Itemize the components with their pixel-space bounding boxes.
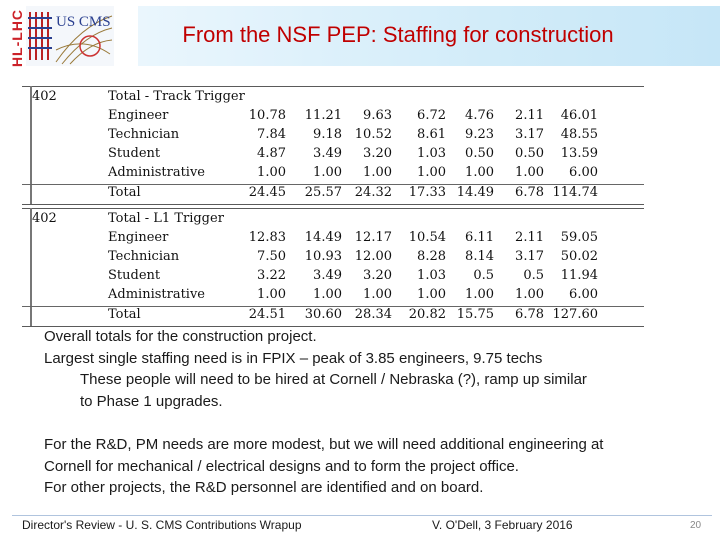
row-label: Engineer [108,108,169,123]
table-cell: 3.49 [313,146,342,161]
table-cell: 9.18 [313,127,342,142]
table-cell: 3.49 [313,268,342,283]
table-cell: 6.78 [515,185,544,200]
table-cell: 48.55 [560,127,598,142]
table-cell: 20.82 [408,307,446,322]
table-cell: 24.32 [354,185,392,200]
row-label: Total [108,307,141,322]
table-cell: 17.33 [408,185,446,200]
table-cell: 7.84 [257,127,286,142]
body-line: Largest single staffing need is in FPIX – peak of 3.85 engineers, 9.75 techs [44,349,543,367]
table-row [22,165,644,183]
body-line: Overall totals for the construction project. [44,328,317,345]
table-row [22,287,644,305]
table-cell: 12.17 [354,230,392,245]
hl-lhc-label: HL-LHC [9,8,26,68]
table-cell: 14.49 [456,185,494,200]
table-cell: 24.51 [248,307,286,322]
body-line: to Phase 1 upgrades. [80,392,223,410]
table-cell: 10.52 [354,127,392,142]
row-label: Student [108,268,161,283]
table-cell: 3.17 [515,249,544,264]
table-cell: 8.14 [465,249,494,264]
table-cell: 12.00 [354,249,392,264]
table-row [22,306,644,325]
slide-body [44,326,704,499]
table-cell: 28.34 [354,307,392,322]
table-row [22,230,644,248]
table-cell: 8.61 [417,127,446,142]
table-cell: 30.60 [304,307,342,322]
wbs-code: 402 [32,211,57,226]
table-cell: 1.00 [465,165,494,180]
table-cell: 1.00 [363,287,392,302]
slide-title: From the NSF PEP: Staffing for construction [182,22,614,47]
table-cell: 1.00 [313,165,342,180]
table-cell: 11.21 [304,108,342,123]
footer-divider [12,515,712,516]
table-cell: 2.11 [515,108,544,123]
table-cell: 9.23 [465,127,494,142]
table-row [22,146,644,164]
table-cell: 6.00 [569,287,598,302]
title-banner [138,6,720,66]
table-cell: 0.5 [473,268,494,283]
table-cell: 1.00 [465,287,494,302]
table-cell: 1.03 [417,146,446,161]
table-cell: 127.60 [552,307,598,322]
table-cell: 8.28 [417,249,446,264]
table-cell: 1.00 [417,165,446,180]
wbs-code: 402 [32,89,57,104]
table-cell: 1.00 [515,165,544,180]
table-row [22,184,644,203]
staffing-table [22,85,644,325]
logo [0,0,120,72]
table-cell: 15.75 [456,307,494,322]
table-cell: 1.03 [417,268,446,283]
table-cell: 9.63 [363,108,392,123]
table-cell: 13.59 [560,146,598,161]
row-label: Total [108,185,141,200]
table-cell: 0.5 [523,268,544,283]
table-cell: 6.78 [515,307,544,322]
footer-event: Director's Review - U. S. CMS Contributions Wrapup [22,518,302,532]
table-cell: 11.94 [560,268,598,283]
row-label: Administrative [108,165,206,180]
table-cell: 1.00 [313,287,342,302]
table-cell: 12.83 [248,230,286,245]
table-cell: 50.02 [560,249,598,264]
row-label: Technician [108,127,180,142]
table-row [22,211,644,229]
row-label: Engineer [108,230,169,245]
row-label: Administrative [108,287,206,302]
row-label: Technician [108,249,180,264]
table-cell: 1.00 [515,287,544,302]
table-row [22,89,644,107]
body-line: For other projects, the R&D personnel are identified and on board. [44,479,484,496]
us-cms-logo-icon [26,6,114,66]
table-cell: 1.00 [417,287,446,302]
row-label: Total - L1 Trigger [108,211,224,226]
table-cell: 3.22 [257,268,286,283]
table-cell: 10.78 [248,108,286,123]
table-border [22,86,644,87]
body-line: Cornell for mechanical / electrical designs and to form the project office. [44,457,519,475]
table-cell: 3.20 [363,146,392,161]
row-label: Student [108,146,161,161]
table-cell: 14.49 [304,230,342,245]
table-cell: 6.72 [417,108,446,123]
body-line: For the R&D, PM needs are more modest, but we will need additional engineering at [44,436,604,453]
row-label: Total - Track Trigger [108,89,245,104]
table-cell: 0.50 [515,146,544,161]
table-cell: 7.50 [257,249,286,264]
table-cell: 1.00 [257,287,286,302]
table-cell: 10.93 [304,249,342,264]
table-cell: 10.54 [408,230,446,245]
table-cell: 1.00 [363,165,392,180]
table-cell: 3.17 [515,127,544,142]
table-row [22,249,644,267]
body-line: These people will need to be hired at Cornell / Nebraska (?), ramp up similar [80,371,587,388]
table-cell: 0.50 [465,146,494,161]
table-cell: 4.76 [465,108,494,123]
footer-author-date: V. O'Dell, 3 February 2016 [432,518,573,532]
table-cell: 4.87 [257,146,286,161]
table-cell: 6.11 [465,230,494,245]
table-cell: 114.74 [552,185,598,200]
table-cell: 59.05 [560,230,598,245]
table-row [22,108,644,126]
table-border [22,204,644,205]
table-cell: 24.45 [248,185,286,200]
hl-lhc-logo-text [6,8,24,68]
table-cell: 25.57 [304,185,342,200]
table-cell: 2.11 [515,230,544,245]
table-cell: 1.00 [257,165,286,180]
table-cell: 6.00 [569,165,598,180]
us-cms-logo-text: US CMS [56,14,111,30]
table-cell: 46.01 [560,108,598,123]
page-number: 20 [690,520,702,531]
table-border [22,208,644,209]
table-row [22,127,644,145]
table-row [22,268,644,286]
table-cell: 3.20 [363,268,392,283]
